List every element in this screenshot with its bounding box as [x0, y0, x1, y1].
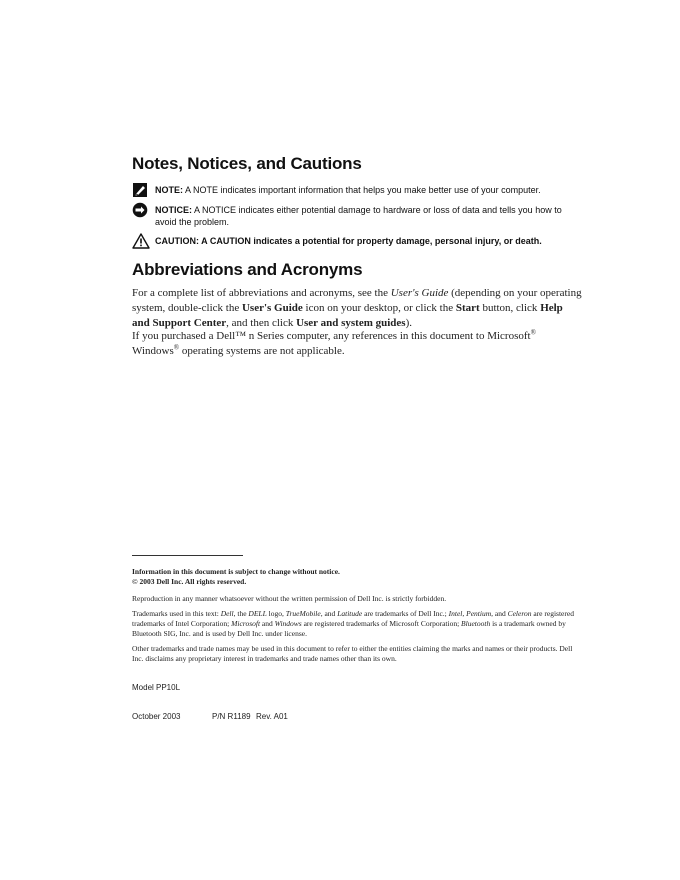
text-run: is a trademark owned by Bluetooth SIG, Inc. and is used by Dell Inc. under license. [132, 619, 566, 638]
legal-notice [132, 567, 582, 587]
note-pencil-icon [132, 182, 148, 198]
n-series-paragraph [132, 329, 582, 359]
notice-text: A NOTICE indicates either potential damage to hardware or loss of data and tells you how to avoid the problem. [155, 205, 562, 227]
text-run: , and [491, 609, 508, 618]
tm-name: Pentium [466, 609, 492, 618]
footnote-divider [132, 555, 243, 556]
registered-mark: ® [530, 328, 536, 337]
text-run: If you purchased a Dell™ n Series computer, any references in this document to Microsoft [132, 330, 531, 342]
tm-name: Windows [274, 619, 302, 628]
tm-name: Latitude [337, 609, 363, 618]
caution-label: CAUTION: [155, 236, 199, 246]
text-run: , and then click [226, 317, 297, 329]
text-run: are trademarks of Dell Inc.; [362, 609, 449, 618]
tm-name: TrueMobile [285, 609, 321, 618]
copyright-line: © 2003 Dell Inc. All rights reserved. [132, 577, 247, 586]
abbreviations-paragraph [132, 286, 582, 331]
trademarks-notice [132, 609, 582, 639]
text-run: Trademarks used in this text: [132, 609, 221, 618]
text-run: logo, [266, 609, 286, 618]
tm-name: Dell [220, 609, 234, 618]
notes-heading: Notes, Notices, and Cautions [132, 154, 362, 173]
notice-hand-icon [132, 202, 148, 218]
abbreviations-heading: Abbreviations and Acronyms [132, 260, 363, 279]
model-number: Model PP10L [132, 683, 181, 692]
users-guide-title: User's Guide [390, 287, 449, 299]
text-run: operating systems are not applicable. [179, 345, 345, 357]
tm-name: Celeron [507, 609, 532, 618]
other-trademarks-notice: Other trademarks and trade names may be used in this document to refer to either the entities claiming the marks and names or their products. Dell Inc. disclaims any proprietary interest in trademarks and trade names other than its own. [132, 644, 573, 663]
caution-text: A CAUTION indicates a potential for property damage, personal injury, or death. [199, 236, 542, 246]
caution-triangle-icon [132, 233, 148, 249]
text-run: , the [233, 609, 249, 618]
users-guide-icon-label: User's Guide [241, 302, 303, 314]
text-run: and [260, 619, 275, 628]
text-run: are registered trademarks of Intel Corporation; [132, 609, 574, 628]
start-button-label: Start [455, 302, 480, 314]
part-number: P/N R1189 [212, 712, 251, 721]
text-run: (depending on your operating system, double-click the [132, 287, 582, 314]
revision: Rev. A01 [256, 712, 288, 721]
user-system-guides-label: User and system guides [296, 317, 406, 329]
tm-name: DELL [248, 609, 267, 618]
text-run: , and [320, 609, 338, 618]
text-run: icon on your desktop, or click the [302, 302, 456, 314]
help-support-label: Help and Support Center [132, 302, 563, 329]
note-text: A NOTE indicates important information that helps you make better use of your computer. [183, 185, 541, 195]
tm-name: Intel [448, 609, 463, 618]
text-run: are registered trademarks of Microsoft Corporation; [301, 619, 462, 628]
tm-name: Microsoft [231, 619, 261, 628]
publish-date: October 2003 [132, 712, 181, 721]
change-notice: Information in this document is subject to change without notice. [132, 567, 340, 576]
text-run: , [462, 609, 467, 618]
registered-mark: ® [173, 343, 180, 352]
notice-label: NOTICE: [155, 205, 192, 215]
text-run: ). [405, 317, 413, 329]
text-run: Windows [132, 345, 174, 357]
text-run: button, click [479, 302, 541, 314]
text-run: For a complete list of abbreviations and acronyms, see the [132, 287, 391, 299]
tm-name: Bluetooth [461, 619, 491, 628]
note-label: NOTE: [155, 185, 183, 195]
reproduction-notice: Reproduction in any manner whatsoever without the written permission of Dell Inc. is strictly forbidden. [132, 594, 447, 603]
